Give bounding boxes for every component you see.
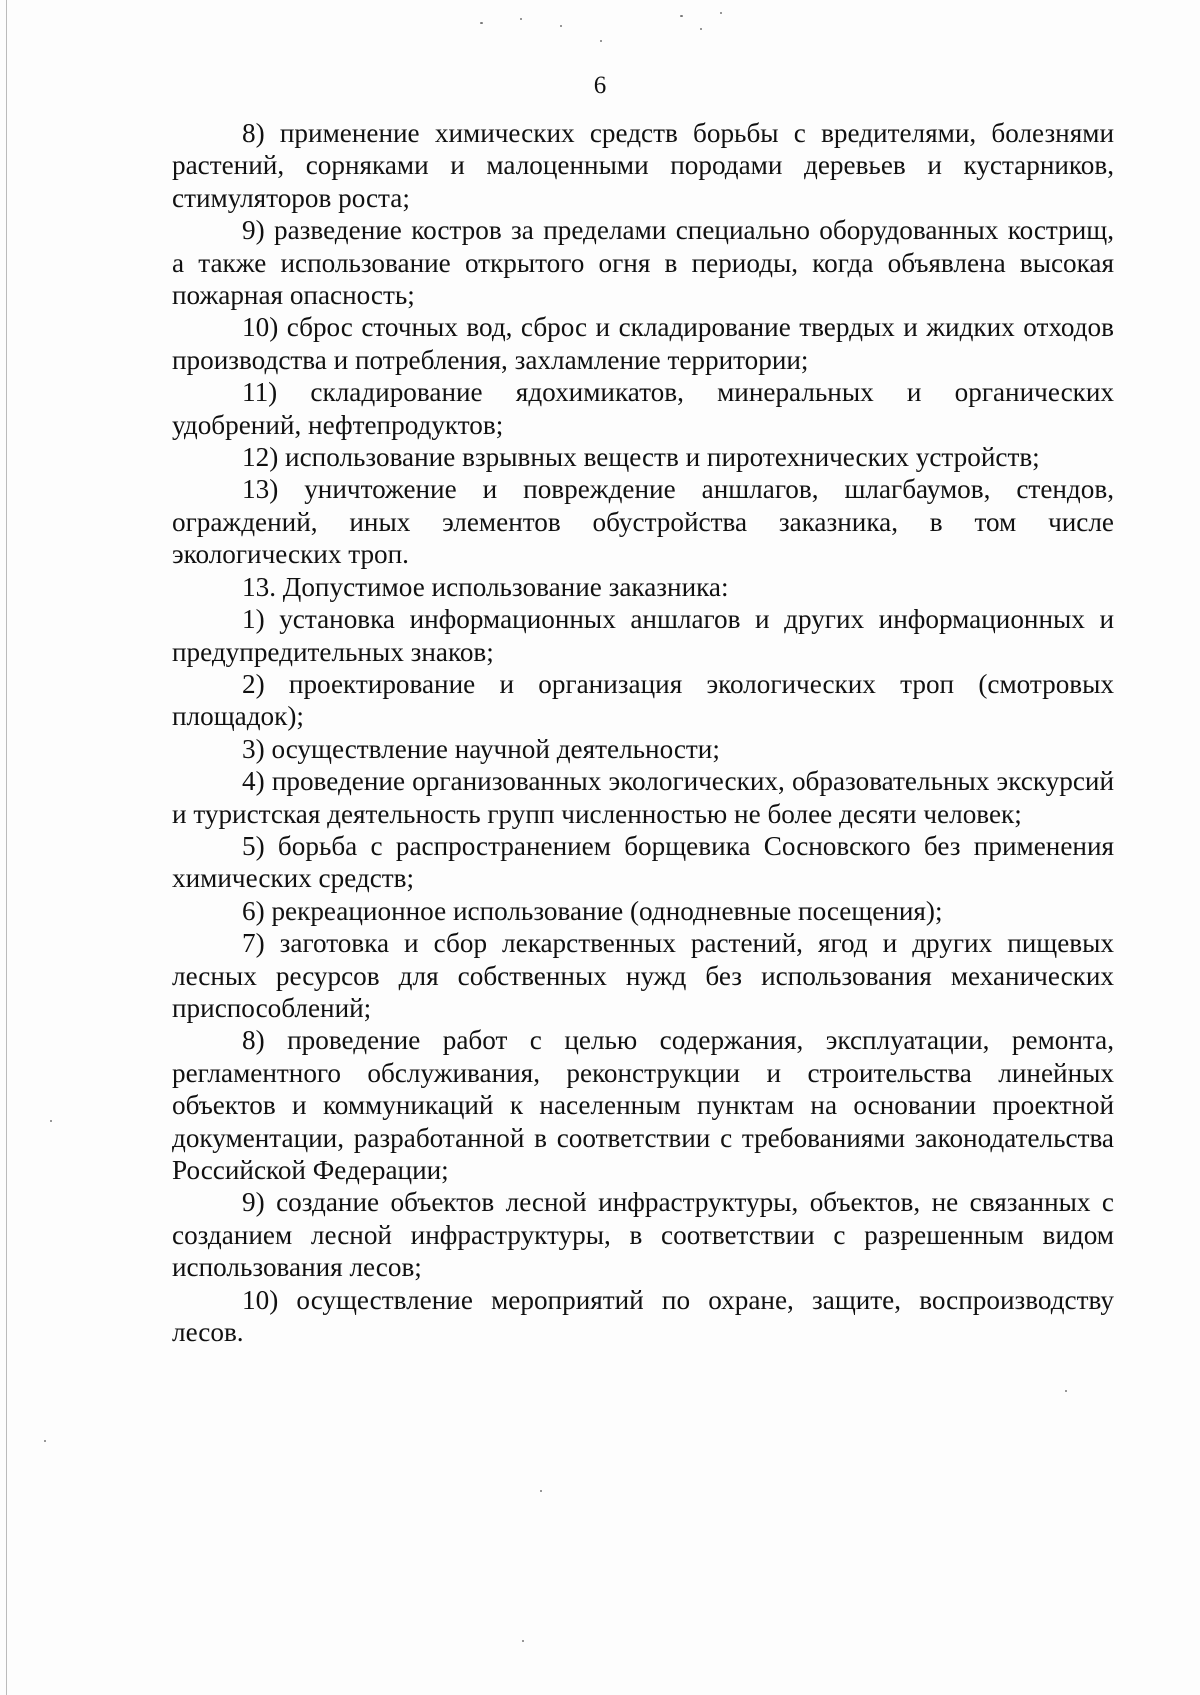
paragraph-prohibited-13: 13) уничтожение и повреждение аншлагов, шлагбаумов, стендов, ограждений, иных элементов обустройства заказника, в том числе экологических троп. [172,474,1114,570]
paragraph-allowed-4: 4) проведение организованных экологических, образовательных экскурсий и туристская деятельность групп численностью не более десяти человек; [172,766,1114,829]
paragraph-prohibited-10: 10) сброс сточных вод, сброс и складирование твердых и жидких отходов производства и потребления, захламление территории; [172,312,1114,375]
scan-speck [44,1440,46,1442]
scan-speck [520,18,522,20]
paragraph-allowed-2: 2) проектирование и организация экологических троп (смотровых площадок); [172,668,1114,732]
section-heading-13: 13. Допустимое использование заказника: [242,571,729,602]
paragraph-allowed-8: 8) проведение работ с целью содержания, эксплуатации, ремонта, регламентного обслуживания, реконструкции и строительства линейных объектов и коммуникаций к населенным пунктам на основании проектной документации, разработанной в соответствии с требованиями законодательства Российской Федерации; [172,1025,1114,1185]
paragraph-allowed-6: 6) рекреационное использование (однодневные посещения); [242,895,943,926]
document-body [172,117,1114,1348]
paragraph-allowed-1: 1) установка информационных аншлагов и других информационных и предупредительных знаков; [172,604,1114,667]
paragraph-allowed-5: 5) борьба с распространением борщевика Сосновского без применения химических средств; [172,830,1114,894]
scan-speck [700,28,702,30]
paragraph-prohibited-8: 8) применение химических средств борьбы с вредителями, болезнями растений, сорняками и малоценными породами деревьев и кустарников, стимуляторов роста; [172,118,1114,213]
scan-speck [540,1490,542,1492]
scan-speck [480,22,483,24]
scan-speck [600,40,602,42]
scan-speck [522,1640,524,1642]
paragraph-allowed-9: 9) создание объектов лесной инфраструктуры, объектов, не связанных с созданием лесной инфраструктуры, в соответствии с разрешенным видом использования лесов; [172,1187,1114,1283]
paragraph-prohibited-9: 9) разведение костров за пределами специально оборудованных кострищ, а также использование открытого огня в периоды, когда объявлена высокая пожарная опасность; [172,215,1114,311]
scan-speck [1065,1390,1067,1392]
paragraph-prohibited-11: 11) складирование ядохимикатов, минеральных и органических удобрений, нефтепродуктов; [172,377,1114,440]
paragraph-allowed-10: 10) осуществление мероприятий по охране, защите, воспроизводству лесов. [172,1284,1114,1348]
paragraph-prohibited-12: 12) использование взрывных веществ и пиротехнических устройств; [242,442,1040,473]
scan-speck [720,12,722,14]
scan-speck [560,25,562,27]
scan-speck [680,15,683,17]
page-number: 6 [593,72,607,99]
paragraph-allowed-3: 3) осуществление научной деятельности; [242,733,720,764]
paragraph-allowed-7: 7) заготовка и сбор лекарственных растений, ягод и других пищевых лесных ресурсов для собственных нужд без использования механических приспособлений; [172,928,1114,1023]
scan-speck [50,1120,52,1122]
scan-edge-line [6,0,7,1695]
